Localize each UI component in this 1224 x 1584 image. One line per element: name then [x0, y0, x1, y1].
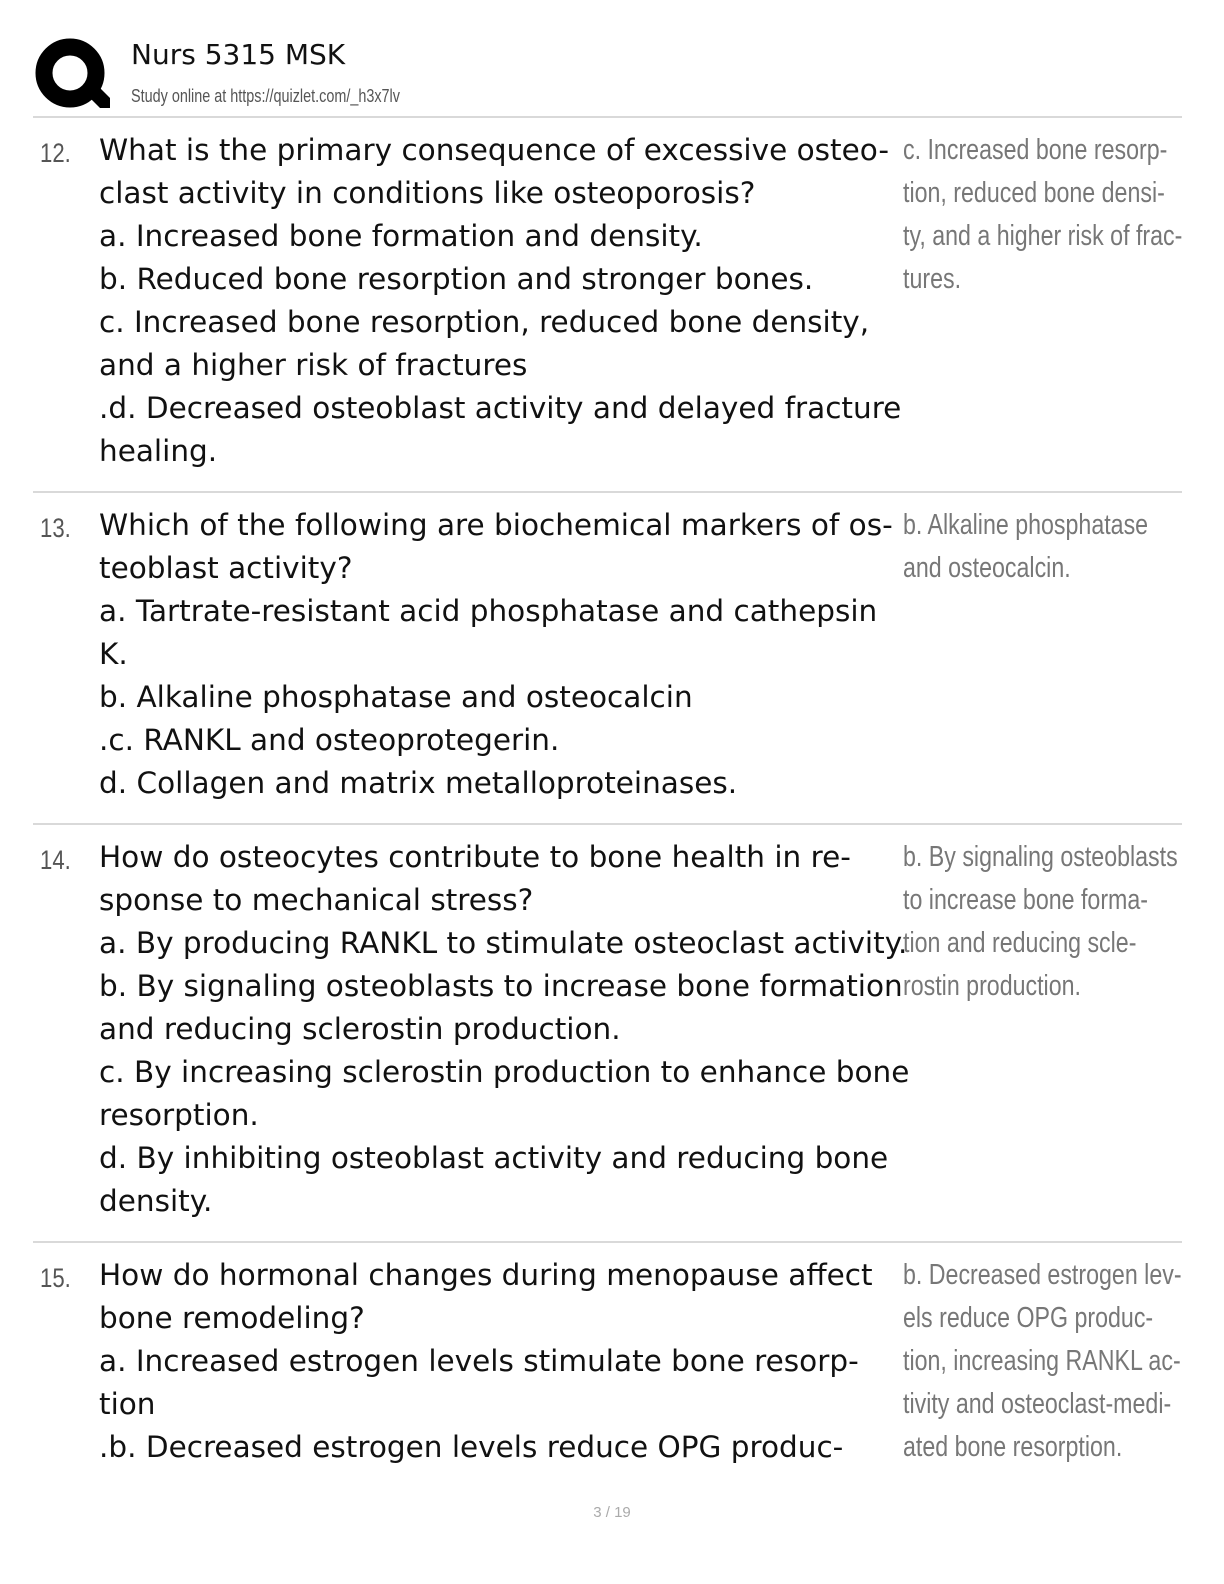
- card-number: 13.: [40, 513, 71, 543]
- divider: [33, 823, 1182, 825]
- divider: [33, 1241, 1182, 1243]
- card-answer: b. By signaling osteoblasts to increase bone forma- tion and reducing scle- rostin production.: [903, 841, 1178, 1002]
- set-title: Nurs 5315 MSK: [131, 38, 346, 71]
- card-question: Which of the following are biochemical markers of os- teoblast activity? a. Tartrate-resistant acid phosphatase and cathepsin K. b. Alkaline phosphatase and osteocalcin .c. RANKL and osteoprotegerin. d. Collagen and matrix metalloproteinases.: [99, 508, 893, 800]
- page-number: 3 / 19: [593, 1504, 631, 1521]
- card-answer: b. Alkaline phosphatase and osteocalcin.: [903, 509, 1149, 584]
- quizlet-logo-icon: [34, 38, 110, 110]
- card-question: How do osteocytes contribute to bone health in re- sponse to mechanical stress? a. By producing RANKL to stimulate osteoclast activity. b. By signaling osteoblasts to increase bone formation and reducing sclerostin production. c. By increasing sclerostin production to enhance bone resorption. d. By inhibiting osteoblast activity and reducing bone density.: [99, 840, 910, 1218]
- divider: [33, 491, 1182, 493]
- card-question: What is the primary consequence of excessive osteo- clast activity in conditions like osteoporosis? a. Increased bone formation and density. b. Reduced bone resorption and stronger bones. c. Increased bone resorption, reduced bone density, and a higher risk of fractures .d. Decreased osteoblast activity and delayed fracture healing.: [99, 133, 902, 468]
- divider: [33, 116, 1182, 118]
- card-number: 12.: [40, 138, 71, 168]
- card-number: 14.: [40, 845, 71, 875]
- card-question: How do hormonal changes during menopause affect bone remodeling? a. Increased estrogen levels stimulate bone resorp- tion .b. Decreased estrogen levels reduce OPG produc-: [99, 1258, 873, 1464]
- study-online-link[interactable]: Study online at https://quizlet.com/_h3x7lv: [131, 86, 400, 106]
- card-number: 15.: [40, 1263, 71, 1293]
- card-answer: b. Decreased estrogen lev- els reduce OPG produc- tion, increasing RANKL ac- tivity and osteoclast-medi- ated bone resorption.: [903, 1259, 1182, 1463]
- card-answer: c. Increased bone resorp- tion, reduced bone densi- ty, and a higher risk of frac- tures.: [903, 134, 1183, 295]
